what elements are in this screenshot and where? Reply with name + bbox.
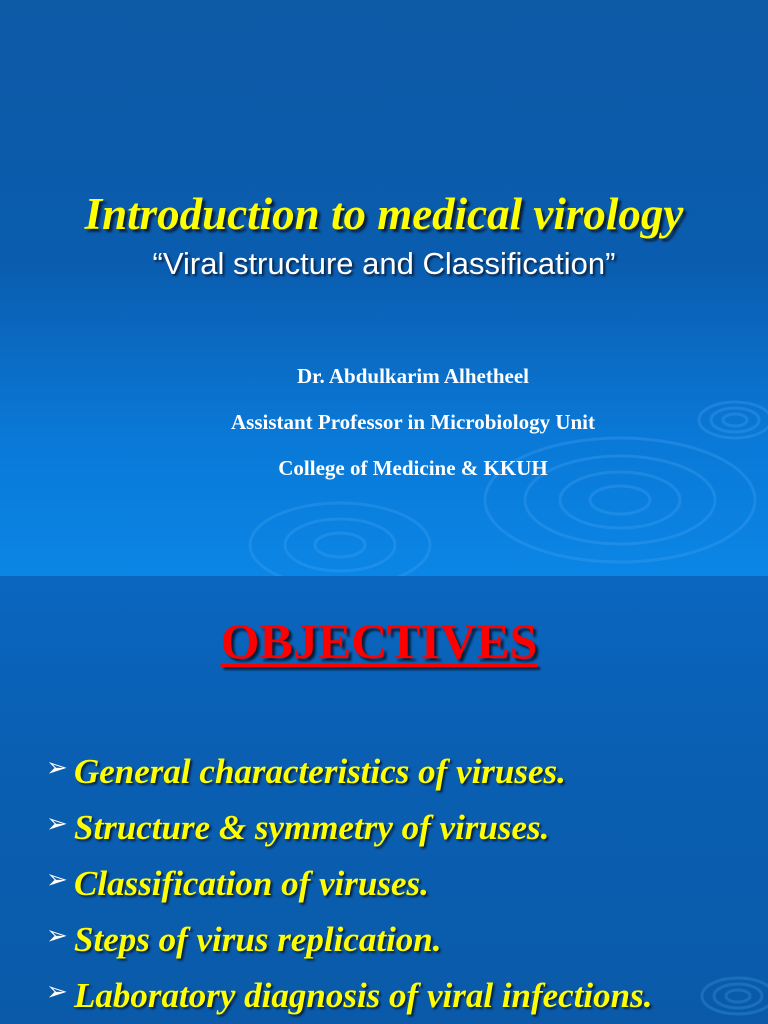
list-item: [46, 912, 653, 968]
list-item: [46, 856, 653, 912]
objectives-heading: OBJECTIVES: [220, 613, 538, 669]
list-item: [46, 744, 653, 800]
objective-text: Structure & symmetry of viruses.: [74, 808, 550, 847]
arrow-bullet-icon: ➢: [46, 865, 68, 895]
slide-subtitle: “Viral structure and Classification”: [152, 246, 616, 281]
objectives-list: [46, 744, 653, 1024]
author-name: Dr. Abdulkarim Alhetheel: [296, 364, 529, 388]
objective-text: General characteristics of viruses.: [74, 752, 566, 791]
objective-text: Laboratory diagnosis of viral infections.: [74, 976, 653, 1015]
arrow-bullet-icon: ➢: [46, 809, 68, 839]
list-item: [46, 800, 653, 856]
list-item: [46, 968, 653, 1024]
arrow-bullet-icon: ➢: [46, 753, 68, 783]
objectives-slide: [0, 576, 768, 1024]
author-affiliation: College of Medicine & KKUH: [278, 456, 548, 480]
slide-title: Introduction to medical virology: [84, 189, 684, 239]
arrow-bullet-icon: ➢: [46, 977, 68, 1007]
objective-text: Steps of virus replication.: [74, 920, 442, 959]
author-position: Assistant Professor in Microbiology Unit: [230, 410, 595, 434]
arrow-bullet-icon: ➢: [46, 921, 68, 951]
objective-text: Classification of viruses.: [74, 864, 429, 903]
